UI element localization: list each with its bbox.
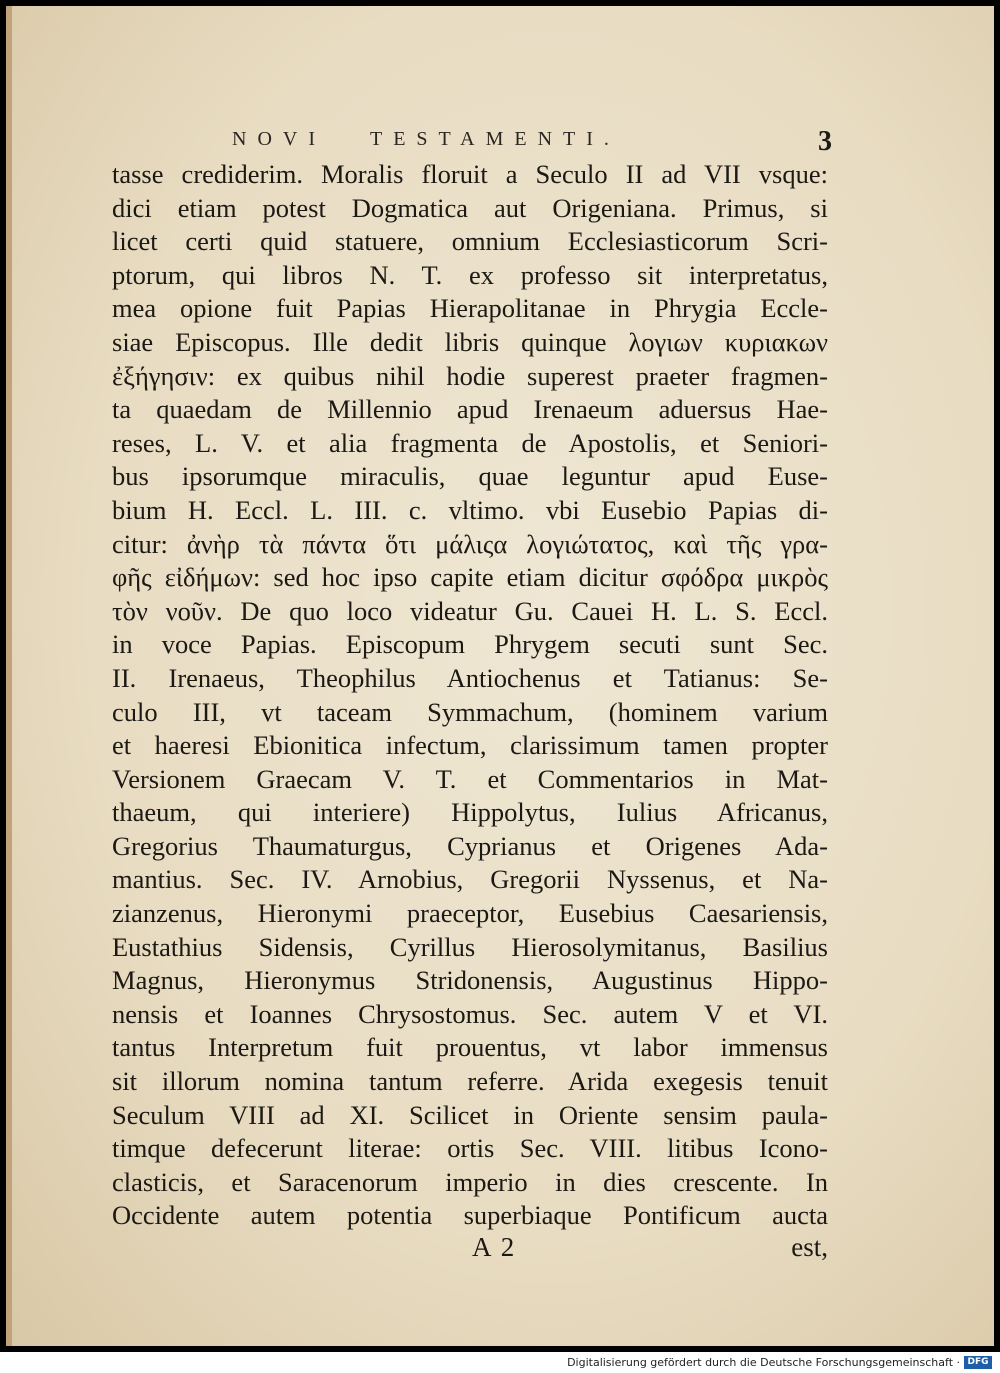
- text-line: dici etiam potest Dogmatica aut Origeniana. Primus, si: [112, 192, 828, 223]
- text-line: thaeum, qui interiere) Hippolytus, Iulius Africanus,: [112, 797, 828, 828]
- text-line: siae Episcopus. Ille dedit libris quinque λογιων κυριακων: [112, 326, 828, 357]
- text-line: in voce Papias. Episcopum Phrygem secuti sunt Sec.: [112, 629, 828, 660]
- text-line: Gregorius Thaumaturgus, Cyprianus et Origenes Ada-: [112, 830, 828, 861]
- text-line: mea opione fuit Papias Hierapolitanae in Phrygia Eccle-: [112, 293, 828, 324]
- text-line: Magnus, Hieronymus Stridonensis, Augustinus Hippo-: [112, 965, 828, 996]
- signature-mark: A 2: [472, 1232, 517, 1262]
- dfg-logo: DFG: [964, 1356, 992, 1369]
- footer-credit: Digitalisierung gefördert durch die Deutsche Forschungsgemeinschaft ·: [567, 1356, 960, 1369]
- text-line: Occidente autem potentia superbiaque Pontificum aucta: [112, 1200, 828, 1231]
- text-line: licet certi quid statuere, omnium Ecclesiasticorum Scri-: [112, 226, 828, 257]
- text-line: Seculum VIII ad XI. Scilicet in Oriente sensim paula-: [112, 1099, 828, 1130]
- text-line: Versionem Graecam V. T. et Commentarios in Mat-: [112, 763, 828, 794]
- text-line: sit illorum nomina tantum referre. Arida exegesis tenuit: [112, 1066, 828, 1097]
- text-line: reses, L. V. et alia fragmenta de Apostolis, et Seniori-: [112, 427, 828, 458]
- text-line: tasse crediderim. Moralis floruit a Seculo II ad VII vsque:: [112, 159, 828, 189]
- text-line: culo III, vt taceam Symmachum, (hominem varium: [112, 696, 828, 727]
- catchword: est,: [791, 1232, 828, 1262]
- running-header: [232, 128, 842, 158]
- text-line: et haeresi Ebionitica infectum, clarissimum tamen propter: [112, 730, 828, 761]
- digitization-footer: [0, 1352, 1000, 1373]
- text-line: II. Irenaeus, Theophilus Antiochenus et Tatianus: Se-: [112, 662, 828, 693]
- body-text: [112, 158, 828, 1233]
- text-line: τὸν νοῦν. De quo loco videatur Gu. Cauei H. L. S. Eccl.: [112, 595, 828, 626]
- header-word-novi: NOVI: [232, 128, 326, 150]
- text-line: nensis et Ioannes Chrysostomus. Sec. autem V et VI.: [112, 998, 828, 1029]
- text-line: Eustathius Sidensis, Cyrillus Hierosolymitanus, Basilius: [112, 931, 828, 962]
- page-number: 3: [818, 126, 832, 157]
- text-line: bium H. Eccl. L. III. c. vltimo. vbi Eusebio Papias di-: [112, 494, 828, 525]
- text-line: clasticis, et Saracenorum imperio in dies crescente. In: [112, 1166, 828, 1197]
- text-line: mantius. Sec. IV. Arnobius, Gregorii Nyssenus, et Na-: [112, 864, 828, 895]
- text-line: ta quaedam de Millennio apud Irenaeum aduersus Hae-: [112, 394, 828, 425]
- catchline: [112, 1232, 828, 1268]
- text-line: zianzenus, Hieronymi praeceptor, Eusebius Caesariensis,: [112, 898, 828, 929]
- text-line: φῆς εἰδήμων: sed hoc ipso capite etiam dicitur σφόδρα μικρὸς: [112, 562, 828, 593]
- header-word-testamenti: TESTAMENTI.: [370, 128, 620, 150]
- text-line: bus ipsorumque miraculis, quae leguntur apud Euse-: [112, 461, 828, 492]
- text-line: tantus Interpretum fuit prouentus, vt labor immensus: [112, 1032, 828, 1063]
- text-line: timque defecerunt literae: ortis Sec. VIII. litibus Icono-: [112, 1133, 828, 1164]
- text-line: citur: ἀνὴρ τὰ πάντα ὅτι μάλιςα λογιώτατος, καὶ τῆς γρα-: [112, 528, 828, 559]
- text-line: ptorum, qui libros N. T. ex professo sit interpretatus,: [112, 259, 828, 290]
- text-line: ἐξήγησιν: ex quibus nihil hodie superest praeter fragmen-: [112, 360, 828, 391]
